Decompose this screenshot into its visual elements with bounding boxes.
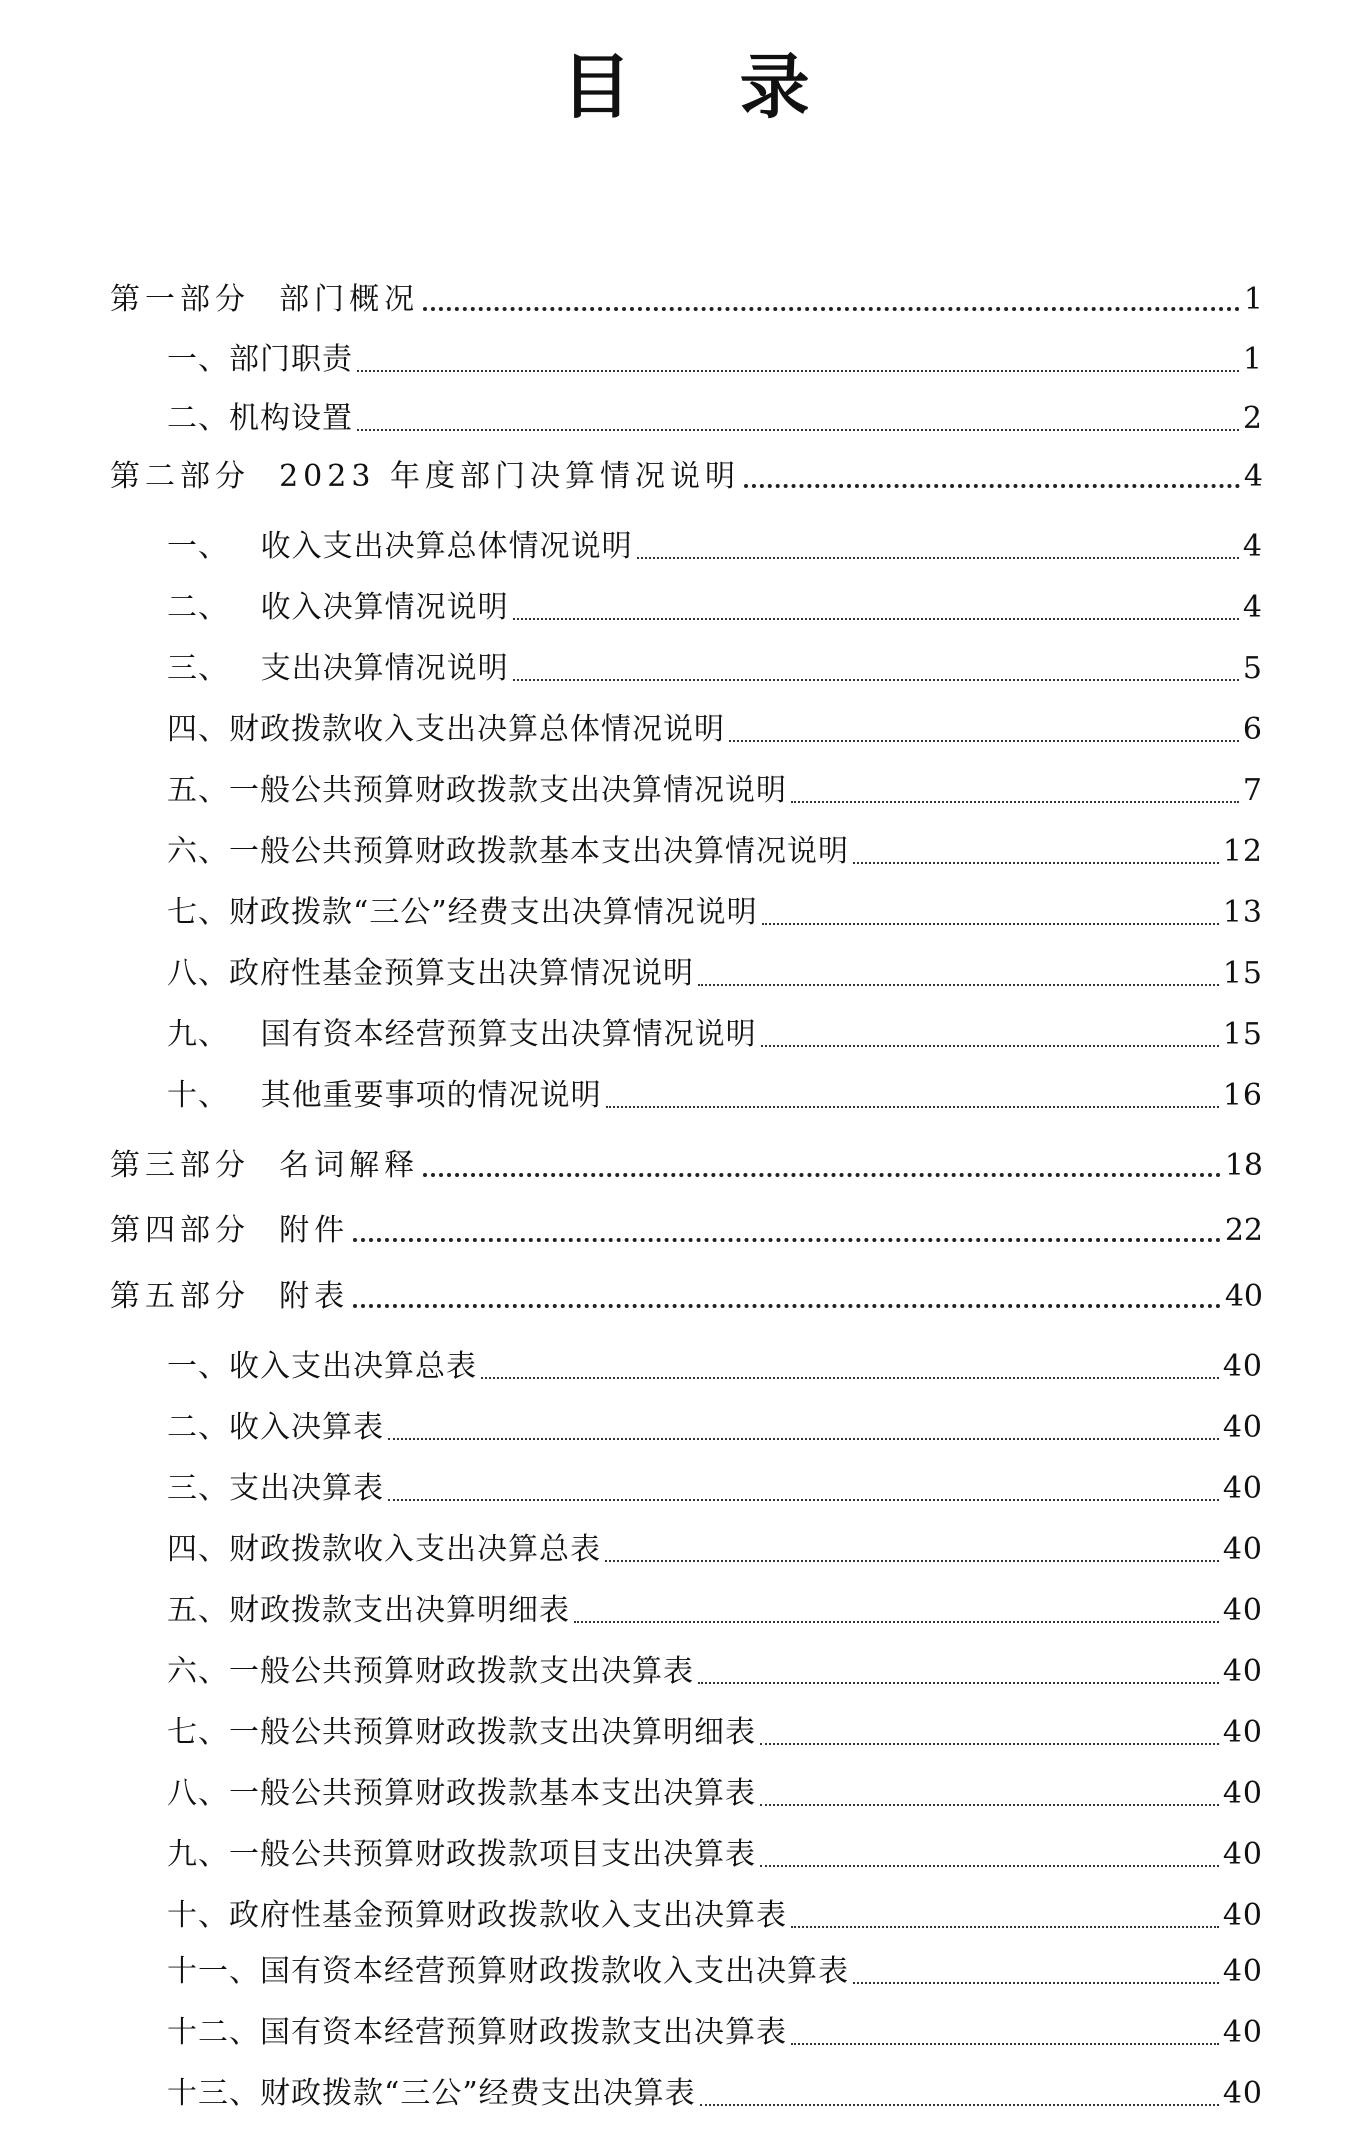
toc-entry[interactable] — [167, 1703, 1263, 1753]
page-title: 目 录 — [561, 46, 852, 128]
toc-label: 一、收入支出决算总表 — [167, 1349, 477, 1384]
toc-entry-part-5[interactable] — [110, 1267, 1263, 1317]
toc-label: 一、 收入支出决算总体情况说明 — [167, 529, 633, 564]
toc-entry[interactable] — [167, 1642, 1263, 1692]
toc-entry[interactable] — [167, 1398, 1263, 1448]
toc-page-number: 40 — [1222, 1532, 1263, 1567]
toc-entry[interactable] — [167, 2064, 1263, 2114]
toc-label: 二、 收入决算情况说明 — [167, 590, 509, 625]
toc-page-number: 40 — [1222, 1837, 1263, 1872]
toc-entry[interactable] — [167, 761, 1263, 811]
toc-label: 七、财政拨款“三公”经费支出决算情况说明 — [167, 895, 758, 930]
toc-page-number: 4 — [1242, 529, 1263, 564]
dot-leader — [574, 1621, 1219, 1623]
toc-page-number: 40 — [1222, 1654, 1263, 1689]
toc-entry-part-2[interactable] — [110, 447, 1263, 497]
toc-page-number: 15 — [1222, 1017, 1263, 1052]
toc-page-number: 40 — [1222, 2076, 1263, 2111]
toc-entry[interactable] — [167, 517, 1263, 567]
toc-label: 四、财政拨款收入支出决算总体情况说明 — [167, 712, 725, 747]
toc-page-number: 40 — [1222, 1410, 1263, 1445]
toc-entry-part-4[interactable] — [110, 1201, 1263, 1251]
dot-leader — [637, 557, 1239, 559]
toc-label: 六、一般公共预算财政拨款基本支出决算情况说明 — [167, 834, 849, 869]
toc-entry[interactable] — [167, 944, 1263, 994]
toc-page-number: 22 — [1224, 1213, 1263, 1248]
dot-leader — [760, 1804, 1219, 1806]
toc-page-number: 12 — [1222, 834, 1263, 869]
toc-entry[interactable] — [167, 1764, 1263, 1814]
dot-leader — [423, 1173, 1221, 1177]
toc-page-number: 40 — [1222, 1715, 1263, 1750]
toc-label: 九、 国有资本经营预算支出决算情况说明 — [167, 1017, 757, 1052]
toc-label: 五、一般公共预算财政拨款支出决算情况说明 — [167, 773, 787, 808]
dot-leader — [700, 2104, 1219, 2106]
toc-page-number: 7 — [1242, 773, 1263, 808]
toc-entry[interactable] — [167, 1005, 1263, 1055]
toc-page-number: 6 — [1242, 712, 1263, 747]
toc-page-number: 40 — [1222, 1593, 1263, 1628]
toc-page-number: 40 — [1222, 2015, 1263, 2050]
toc-label: 三、支出决算表 — [167, 1471, 384, 1506]
dot-leader — [729, 740, 1239, 742]
toc-page-number: 16 — [1222, 1078, 1263, 1113]
toc-page-number: 40 — [1222, 1471, 1263, 1506]
toc-entry[interactable] — [167, 883, 1263, 933]
toc-page-number: 1 — [1242, 342, 1263, 377]
toc-label: 二、收入决算表 — [167, 1410, 384, 1445]
toc-label: 六、一般公共预算财政拨款支出决算表 — [167, 1654, 694, 1689]
toc-entry[interactable] — [167, 822, 1263, 872]
toc-entry[interactable] — [167, 1886, 1263, 1936]
dot-leader — [698, 984, 1219, 986]
dot-leader — [791, 801, 1239, 803]
toc-entry[interactable] — [167, 1459, 1263, 1509]
dot-leader — [744, 484, 1240, 488]
toc-label: 第一部分 部门概况 — [110, 282, 420, 317]
dot-leader — [357, 429, 1239, 431]
toc-entry[interactable] — [167, 700, 1263, 750]
toc-page-number: 13 — [1222, 895, 1263, 930]
dot-leader — [513, 679, 1239, 681]
dot-leader — [357, 370, 1239, 372]
toc-page-number: 15 — [1222, 956, 1263, 991]
dot-leader — [853, 1982, 1219, 1984]
toc-page-number: 40 — [1222, 1349, 1263, 1384]
dot-leader — [481, 1377, 1219, 1379]
dot-leader — [791, 2043, 1219, 2045]
toc-label: 十、政府性基金预算财政拨款收入支出决算表 — [167, 1898, 787, 1933]
dot-leader — [388, 1438, 1219, 1440]
toc-label: 第二部分 2023 年度部门决算情况说明 — [110, 459, 740, 494]
toc-label: 九、一般公共预算财政拨款项目支出决算表 — [167, 1837, 756, 1872]
toc-label: 八、政府性基金预算支出决算情况说明 — [167, 956, 694, 991]
dot-leader — [353, 1238, 1221, 1242]
toc-label: 十、 其他重要事项的情况说明 — [167, 1078, 602, 1113]
toc-page-number: 40 — [1222, 1776, 1263, 1811]
toc-label: 第五部分 附表 — [110, 1279, 350, 1314]
toc-page-number: 2 — [1242, 401, 1263, 436]
dot-leader — [760, 1743, 1219, 1745]
toc-label: 十二、国有资本经营预算财政拨款支出决算表 — [167, 2015, 787, 2050]
toc-page-number: 18 — [1224, 1148, 1263, 1183]
toc-page-number: 4 — [1242, 590, 1263, 625]
toc-entry-part-1[interactable] — [110, 270, 1263, 320]
dot-leader — [791, 1926, 1219, 1928]
toc-entry[interactable] — [167, 1520, 1263, 1570]
toc-label: 五、财政拨款支出决算明细表 — [167, 1593, 570, 1628]
toc-entry-part-3[interactable] — [110, 1136, 1263, 1186]
toc-page-number: 40 — [1222, 1954, 1263, 1989]
toc-entry[interactable] — [167, 330, 1263, 380]
toc-label: 十三、财政拨款“三公”经费支出决算表 — [167, 2076, 696, 2111]
dot-leader — [388, 1499, 1219, 1501]
toc-entry[interactable] — [167, 639, 1263, 689]
toc-label: 第四部分 附件 — [110, 1213, 350, 1248]
toc-label: 八、一般公共预算财政拨款基本支出决算表 — [167, 1776, 756, 1811]
dot-leader — [353, 1304, 1221, 1308]
dot-leader — [853, 862, 1219, 864]
toc-page-number: 4 — [1243, 459, 1263, 494]
toc-entry[interactable] — [167, 2003, 1263, 2053]
toc-entry[interactable] — [167, 1066, 1263, 1116]
toc-page-number: 40 — [1222, 1898, 1263, 1933]
dot-leader — [423, 307, 1240, 311]
dot-leader — [760, 1865, 1219, 1867]
dot-leader — [761, 1045, 1219, 1047]
toc-label: 三、 支出决算情况说明 — [167, 651, 509, 686]
toc-entry[interactable] — [167, 389, 1263, 439]
dot-leader — [762, 923, 1219, 925]
dot-leader — [513, 618, 1239, 620]
dot-leader — [606, 1106, 1219, 1108]
toc-label: 二、机构设置 — [167, 401, 353, 436]
toc-label: 四、财政拨款收入支出决算总表 — [167, 1532, 601, 1567]
toc-label: 十一、国有资本经营预算财政拨款收入支出决算表 — [167, 1954, 849, 1989]
toc-entry[interactable] — [167, 1581, 1263, 1631]
toc-entry[interactable] — [167, 1825, 1263, 1875]
toc-label: 七、一般公共预算财政拨款支出决算明细表 — [167, 1715, 756, 1750]
toc-page-number: 1 — [1243, 282, 1263, 317]
dot-leader — [605, 1560, 1219, 1562]
toc-entry[interactable] — [167, 1942, 1263, 1992]
toc-page-number: 40 — [1224, 1279, 1263, 1314]
dot-leader — [698, 1682, 1219, 1684]
toc-entry[interactable] — [167, 578, 1263, 628]
toc-page-number: 5 — [1242, 651, 1263, 686]
toc-entry[interactable] — [167, 1337, 1263, 1387]
toc-label: 一、部门职责 — [167, 342, 353, 377]
toc-label: 第三部分 名词解释 — [110, 1148, 420, 1183]
